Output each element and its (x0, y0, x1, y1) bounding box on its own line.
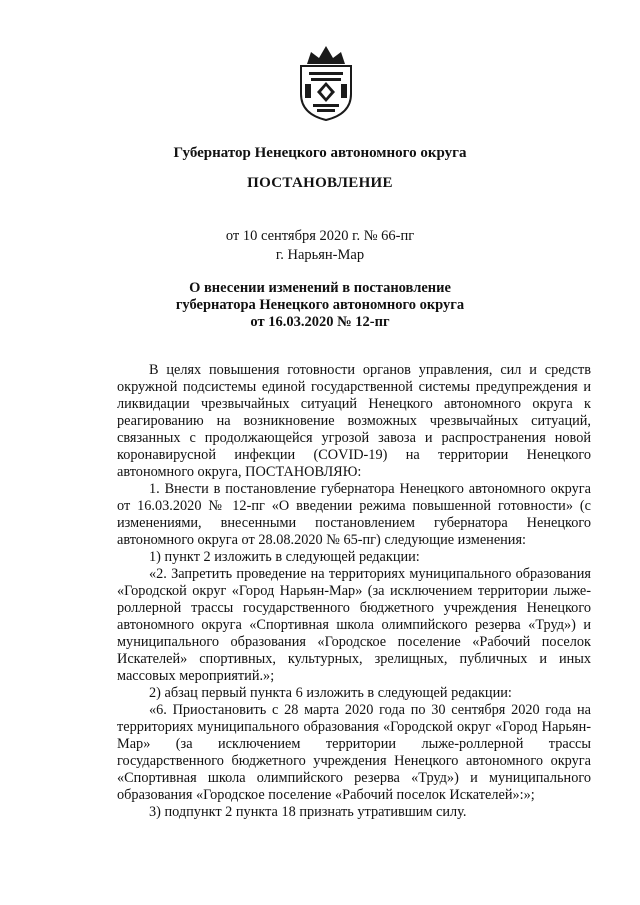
body-paragraph: «2. Запретить проведение на территориях муниципального образования «Городской округ «Город Нарьян-Мар» (за исключением территории лыже-роллерной трассы государственного бюджетного учреждения Ненецкого автономного округа «Спортивная школа олимпийского резерва «Труд») и муниципального образования «Городское поселение «Рабочий поселок Искателей» спортивных, культурных, зрелищных, публичных и иных массовых мероприятий.»; (117, 566, 591, 684)
body-paragraph: В целях повышения готовности органов управления, сил и средств окружной подсистемы единой государственной системы предупреждения и ликвидации чрезвычайных ситуаций Ненецкого автономного округа к реагированию на возникновение возможных чрезвычайных ситуаций, связанных с продолжающейся угрозой завоза и распространения новой коронавирусной инфекции (COVID-19) на территории Ненецкого автономного округа, ПОСТАНОВЛЯЮ: (117, 362, 591, 480)
document-subject (0, 280, 640, 331)
body-paragraph: 1) пункт 2 изложить в следующей редакции: (149, 549, 420, 565)
coat-of-arms-icon (297, 44, 355, 122)
document-type: ПОСТАНОВЛЕНИЕ (247, 175, 393, 191)
authority-title: Губернатор Ненецкого автономного округа (173, 145, 467, 161)
body-paragraph: 1. Внести в постановление губернатора Ненецкого автономного округа от 16.03.2020 № 12-пг «О введении режима повышенной готовности» (с изменениями, внесенными постановлением губернатора Ненецкого автономного округа от 28.08.2020 № 65-пг) следующие изменения: (117, 481, 591, 548)
document-body (117, 362, 591, 821)
body-paragraph: 2) абзац первый пункта 6 изложить в следующей редакции: (149, 685, 512, 701)
subject-line: О внесении изменений в постановление (189, 280, 451, 296)
subject-line: от 16.03.2020 № 12-пг (250, 314, 390, 330)
subject-line: губернатора Ненецкого автономного округа (175, 297, 465, 313)
date-number-line: от 10 сентября 2020 г. № 66-пг (225, 228, 415, 244)
body-paragraph: «6. Приостановить с 28 марта 2020 года по 30 сентября 2020 года на территориях муниципального образования «Городской округ «Город Нарьян-Мар» (за исключением территории лыже-роллерной трассы государственного бюджетного учреждения Ненецкого автономного округа «Спортивная школа олимпийского резерва «Труд») и муниципального образования «Городское поселение «Рабочий поселок Искателей»:»; (117, 702, 591, 803)
place-line: г. Нарьян-Мар (275, 247, 365, 263)
body-paragraph: 3) подпункт 2 пункта 18 признать утратившим силу. (149, 804, 467, 820)
